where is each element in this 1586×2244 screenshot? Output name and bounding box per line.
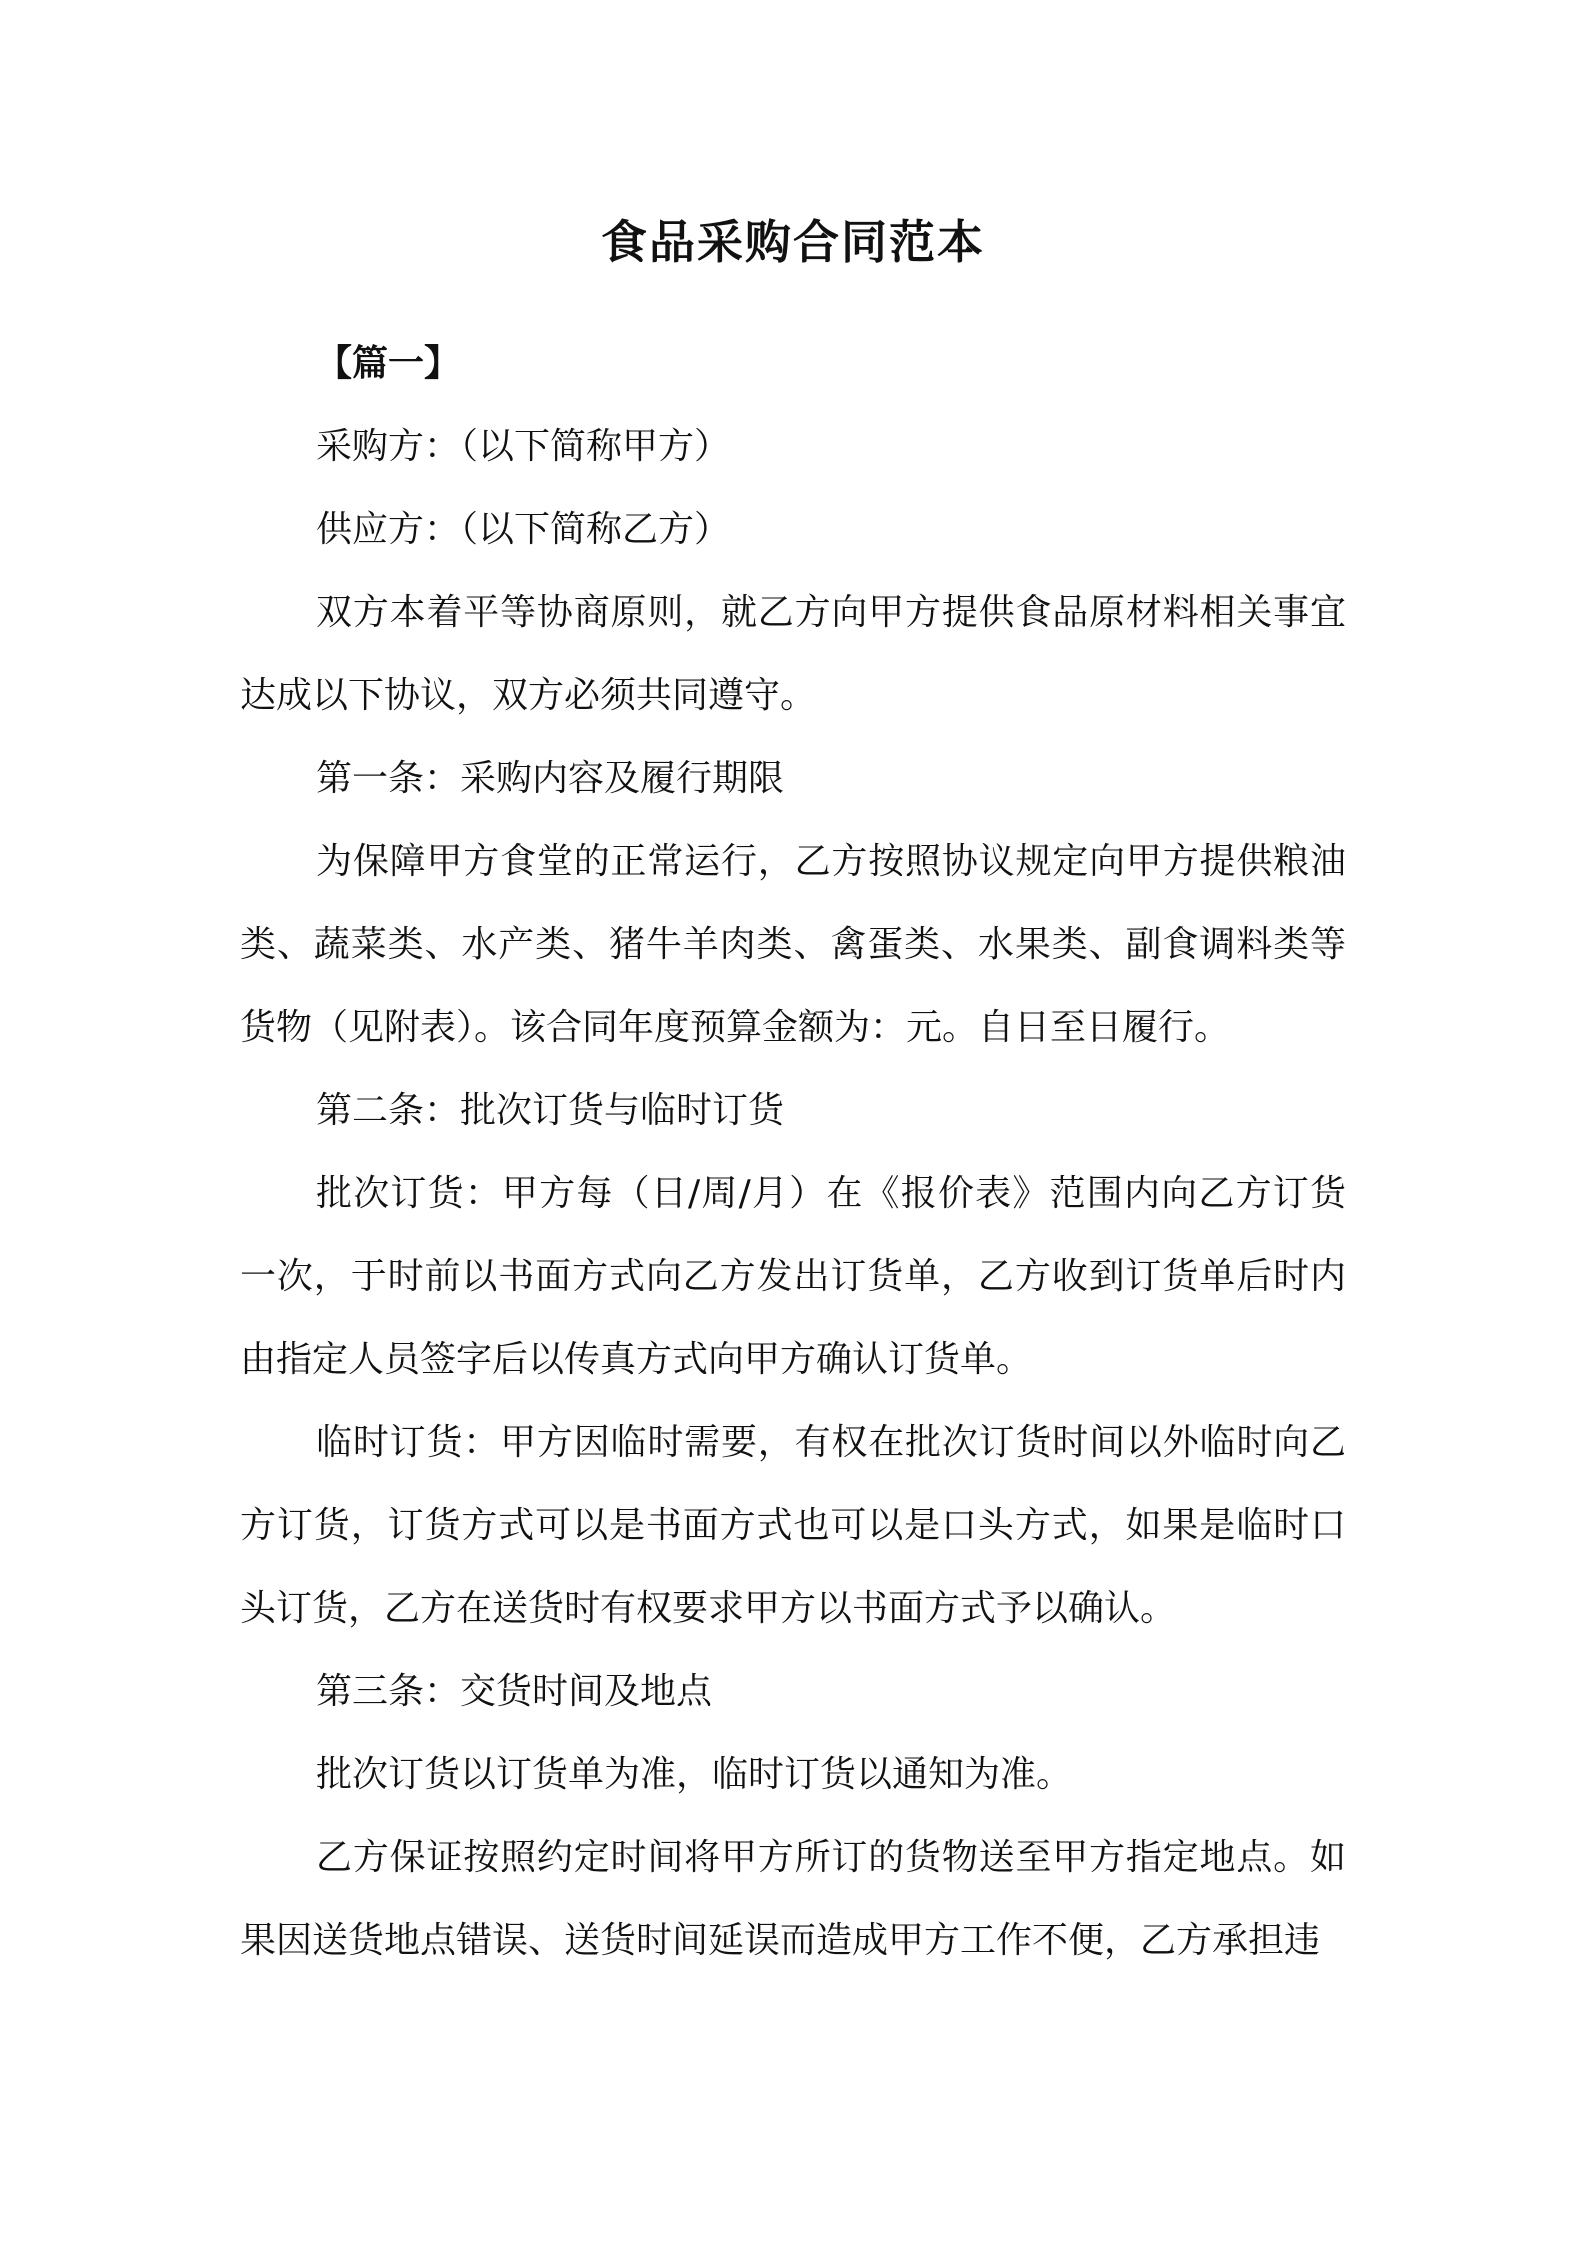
purchaser-line: 采购方：（以下简称甲方） (316, 426, 731, 467)
document-body (240, 322, 1346, 1982)
document-title: 食品采购合同范本 (601, 215, 985, 269)
article-1-heading: 第一条：采购内容及履行期限 (316, 758, 785, 799)
delivery-basis-paragraph: 批次订货以订货单为准，临时订货以通知为准。 (316, 1754, 1073, 1795)
article-3-heading: 第三条：交货时间及地点 (316, 1671, 713, 1712)
article-2-heading: 第二条：批次订货与临时订货 (316, 1090, 785, 1131)
temporary-order-paragraph: 临时订货：甲方因临时需要，有权在批次订货时间以外临时向乙方订货，订货方式可以是书面方式也可以是口头方式，如果是临时口头订货，乙方在送货时有权要求甲方以书面方式予以确认。 (240, 1422, 1346, 1629)
delivery-guarantee-paragraph: 乙方保证按照约定时间将甲方所订的货物送至甲方指定地点。如果因送货地点错误、送货时间延误而造成甲方工作不便，乙方承担违 (240, 1837, 1346, 1961)
article-1-body: 为保障甲方食堂的正常运行，乙方按照协议规定向甲方提供粮油类、蔬菜类、水产类、猪牛羊肉类、禽蛋类、水果类、副食调料类等货物（见附表）。该合同年度预算金额为：元。自日至日履行。 (240, 841, 1346, 1048)
agreement-intro: 双方本着平等协商原则，就乙方向甲方提供食品原材料相关事宜达成以下协议，双方必须共同遵守。 (240, 592, 1346, 716)
supplier-line: 供应方：（以下简称乙方） (316, 509, 731, 550)
section-label: 【篇一】 (316, 343, 461, 384)
batch-order-paragraph: 批次订货：甲方每（日/周/月）在《报价表》范围内向乙方订货一次，于时前以书面方式向乙方发出订货单，乙方收到订货单后时内由指定人员签字后以传真方式向甲方确认订货单。 (240, 1173, 1346, 1380)
